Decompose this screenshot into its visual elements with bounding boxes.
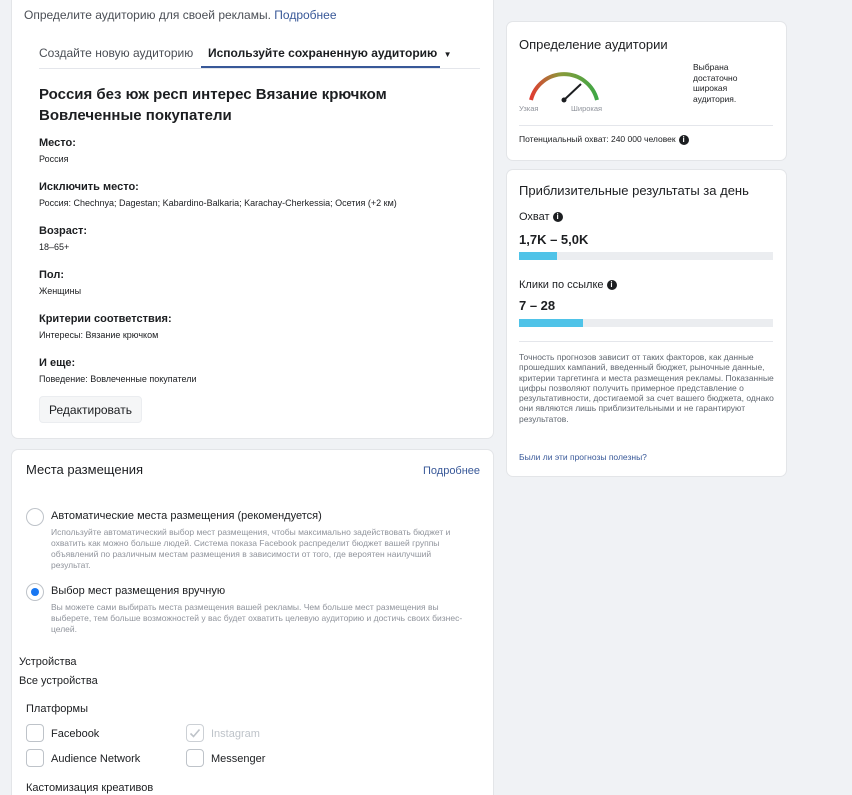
facebook-checkbox[interactable] — [26, 724, 44, 742]
messenger-checkbox[interactable] — [186, 749, 204, 767]
audience-network-label[interactable]: Audience Network — [51, 753, 141, 765]
instagram-label: Instagram — [211, 728, 260, 740]
clicks-bar-fill — [519, 319, 583, 327]
exclude-label: Исключить место: — [39, 181, 139, 193]
audience-network-checkbox[interactable] — [26, 749, 44, 767]
audience-name: Россия без юж респ интерес Вязание крючком Вовлеченные покупатели — [39, 86, 387, 124]
daily-title: Приблизительные результаты за день — [519, 183, 749, 198]
daily-divider — [519, 341, 773, 342]
gauge-arc — [531, 74, 597, 100]
more-label: И еще: — [39, 357, 76, 369]
auto-placements-title[interactable]: Автоматические места размещения (рекомендуется) — [51, 510, 322, 522]
reach-bar — [519, 252, 773, 260]
more-value: Поведение: Вовлеченные покупатели — [39, 374, 197, 384]
gauge-needle — [564, 84, 581, 100]
definition-title: Определение аудитории — [519, 37, 668, 52]
criteria-label: Критерии соответствия: — [39, 313, 172, 325]
edit-button[interactable]: Редактировать — [39, 396, 142, 423]
manual-placements-radio[interactable] — [26, 583, 44, 601]
instagram-checkbox[interactable] — [186, 724, 204, 742]
reach-bar-fill — [519, 252, 557, 260]
gauge-narrow-label: Узкая — [519, 104, 539, 113]
active-tab-underline — [201, 66, 440, 68]
customization-label: Кастомизация креативов — [26, 782, 154, 794]
devices-label: Устройства — [19, 656, 77, 668]
age-label: Возраст: — [39, 225, 87, 237]
manual-placements-desc: Вы можете сами выбирать места размещения вашей рекламы. Чем больше мест размещения вы выберете, тем больше возможностей у вас будет охватить целевую аудиторию и достичь своих бизнес-целей. — [51, 602, 463, 634]
definition-status: Выбрана достаточно широкая аудитория. — [693, 62, 738, 104]
auto-placements-radio[interactable] — [26, 508, 44, 526]
gauge-wide-label: Широкая — [571, 104, 603, 113]
info-icon[interactable]: i — [607, 280, 617, 290]
platforms-label: Платформы — [26, 703, 88, 715]
tab-new-audience[interactable]: Создайте новую аудиторию — [39, 46, 194, 60]
reach-label: Охват i — [519, 211, 563, 223]
intro-more-link[interactable]: Подробнее — [274, 8, 337, 22]
info-icon[interactable]: i — [679, 135, 689, 145]
auto-placements-desc: Используйте автоматический выбор мест размещения, чтобы максимально задействовать бюджет и охватить как можно больше людей. Система показа Facebook распределит бюджет вашей группы объявлений по различным местам размещения в зависимости от того, где вероятен наилучший результат. — [51, 527, 451, 570]
tab-divider — [39, 68, 480, 69]
placements-more-link[interactable]: Подробнее — [423, 465, 481, 477]
info-icon[interactable]: i — [553, 212, 563, 222]
devices-value[interactable]: Все устройства — [19, 675, 98, 687]
location-value: Россия — [39, 154, 69, 164]
forecast-disclaimer: Точность прогнозов зависит от таких факторов, как данные прошедших кампаний, введенный бюджет, рыночные данные, критерии таргетинга и места размещения рекламы. Показанные цифры позволяют получить примерное представление о результативности, достигаемой за счет вашего бюджета, однако они являются лишь приблизительными и не гарантируют результатов. — [519, 352, 774, 424]
reach-value: 1,7K – 5,0K — [519, 232, 589, 247]
facebook-label[interactable]: Facebook — [51, 728, 100, 740]
tab-saved-audience[interactable]: Используйте сохраненную аудиторию ▼ — [208, 46, 452, 60]
checkmark-icon — [187, 725, 203, 741]
age-value: 18–65+ — [39, 242, 70, 252]
placements-title: Места размещения — [26, 462, 144, 477]
audience-intro: Определите аудиторию для своей рекламы. Подробнее — [24, 8, 337, 22]
potential-reach: Потенциальный охват: 240 000 человек i — [519, 134, 689, 145]
gauge-pivot — [562, 98, 567, 103]
criteria-value: Интересы: Вязание крючком — [39, 330, 159, 340]
gender-label: Пол: — [39, 269, 65, 281]
messenger-label[interactable]: Messenger — [211, 753, 266, 765]
forecast-feedback-link[interactable]: Были ли эти прогнозы полезны? — [519, 452, 647, 462]
clicks-bar — [519, 319, 773, 327]
chevron-down-icon: ▼ — [443, 50, 452, 59]
exclude-value: Россия: Chechnya; Dagestan; Kabardino-Balkaria; Karachay-Cherkessia; Осетия (+2 км) — [39, 198, 397, 208]
clicks-label: Клики по ссылке i — [519, 279, 617, 291]
gender-value: Женщины — [39, 286, 82, 296]
manual-placements-title[interactable]: Выбор мест размещения вручную — [51, 585, 226, 597]
clicks-value: 7 – 28 — [519, 298, 556, 313]
audience-gauge — [519, 60, 609, 110]
definition-divider — [519, 125, 773, 126]
location-label: Место: — [39, 137, 76, 149]
